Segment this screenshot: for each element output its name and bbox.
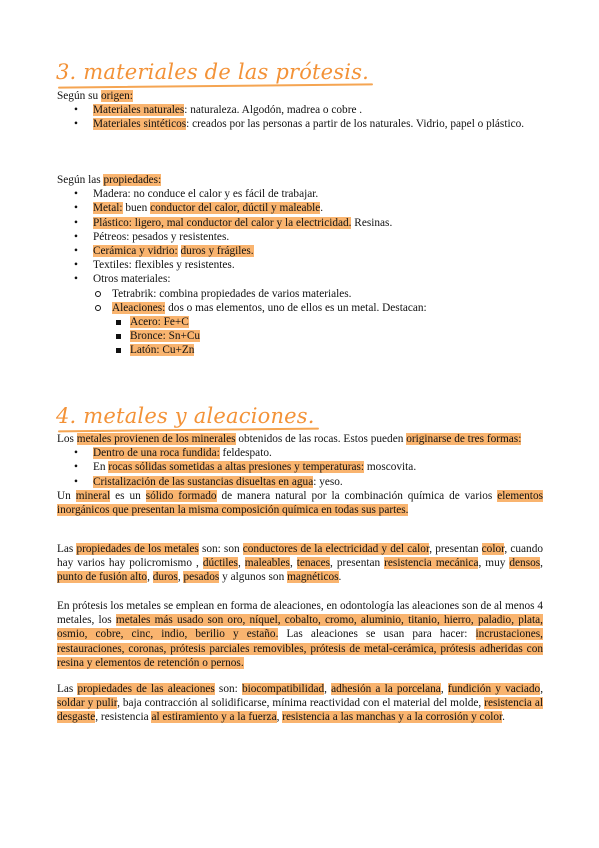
p3-highlight-conductores: conductores de la electricidad y del calor bbox=[242, 543, 430, 555]
ceramica-properties-highlight: duros y frágiles. bbox=[180, 245, 254, 258]
propiedades-list bbox=[57, 187, 543, 286]
rocas-solidas-pre: En bbox=[93, 461, 109, 474]
metal-end: . bbox=[320, 202, 324, 215]
p3-highlight-duros: duros bbox=[152, 571, 178, 584]
textiles-text: Textiles: flexibles y resistentes. bbox=[93, 259, 235, 272]
p2-highlight-solido: sólido formado bbox=[145, 489, 217, 502]
propiedades-intro-text: Según las bbox=[57, 174, 104, 186]
p3-highlight-tenaces: tenaces bbox=[296, 557, 331, 570]
p3-i: , bbox=[237, 557, 245, 570]
p5-highlight-soldar: soldar y pulir bbox=[57, 697, 118, 710]
p2-highlight-mineral: mineral bbox=[75, 489, 111, 502]
p3-highlight-ductiles: dúctiles bbox=[202, 557, 238, 570]
list-item-acero bbox=[57, 315, 543, 329]
p5-highlight-fundicion: fundición y vaciado bbox=[447, 683, 541, 695]
metal-properties-highlight: conductor del calor, dúctil y maleable bbox=[150, 202, 321, 215]
origen-highlight: origen: bbox=[100, 90, 133, 102]
p3-highlight-maleables: maleables bbox=[244, 557, 290, 570]
propiedades-block bbox=[57, 173, 543, 358]
p5-highlight-biocompatibilidad: biocompatibilidad bbox=[241, 683, 325, 695]
list-item-bronce bbox=[57, 329, 543, 343]
tetrabrik-text: Tetrabrik: combina propiedades de varios materiales. bbox=[112, 287, 352, 300]
p2-highlight-elementos: elementos inorgánicos que presentan la misma composición química en todas sus partes. bbox=[57, 489, 543, 517]
metal-highlight: Metal: bbox=[93, 202, 123, 215]
p3-a: Las bbox=[57, 543, 77, 555]
p3-highlight-pesados: pesados bbox=[183, 571, 220, 584]
p3-q: , bbox=[540, 557, 543, 570]
p3-g: , cuando hay varios hay policromismo , bbox=[57, 543, 544, 570]
p3-u: , bbox=[177, 571, 184, 584]
aleaciones-sublist bbox=[57, 315, 543, 358]
list-item-tetrabrik bbox=[57, 287, 543, 301]
propiedades-aleaciones-paragraph bbox=[57, 682, 543, 725]
p4-a: En prótesis los metales se emplean en forma de aleaciones, en odontología las aleaciones son de al menos 4 metales, los bbox=[57, 600, 543, 627]
laton-formula: Cu+Zn bbox=[159, 344, 195, 357]
otros-text: Otros materiales: bbox=[93, 273, 171, 286]
p5-g: , bbox=[440, 683, 448, 695]
propiedades-intro bbox=[57, 173, 543, 187]
p3-s: , bbox=[147, 571, 153, 584]
p5-highlight-manchas: resistencia a las manchas y a la corrosión y color bbox=[282, 711, 503, 724]
section-3-underline bbox=[58, 83, 373, 88]
p3-m: , presentan bbox=[330, 557, 385, 570]
ceramica-highlight: Cerámica y vidrio: bbox=[93, 245, 178, 258]
p3-e: , presentan bbox=[429, 543, 482, 555]
propiedades-metales-paragraph bbox=[57, 542, 543, 585]
p5-highlight-estiramiento: al estiramiento y a la fuerza bbox=[151, 711, 277, 724]
rocas-solidas-highlight: rocas sólidas sometidas a altas presiones y temperaturas: bbox=[108, 461, 365, 474]
sinteticos-highlight: Materiales sintéticos bbox=[93, 118, 187, 131]
p4-highlight-metales: metales más usado son oro, níquel, cobalto, cromo, aluminio, titanio, hierro, paladio, plata, osmio, cobre, cinc, indio, berilio y estaño. bbox=[57, 614, 543, 641]
origen-block bbox=[57, 89, 543, 132]
p4-c: Las aleaciones se usan para hacer: bbox=[278, 628, 476, 641]
propiedades-highlight: propiedades: bbox=[103, 174, 162, 186]
list-item-madera bbox=[57, 187, 543, 201]
p3-highlight-magneticos: magnéticos bbox=[287, 571, 339, 584]
p5-o: , bbox=[276, 711, 283, 724]
p5-highlight-adhesion: adhesión a la porcelana bbox=[331, 683, 441, 695]
aleaciones-protesis-paragraph bbox=[57, 599, 543, 670]
rocas-solidas-text: moscovita. bbox=[364, 461, 417, 474]
p3-highlight-color: color bbox=[481, 543, 505, 555]
p5-highlight-desgaste: resistencia al desgaste bbox=[57, 697, 543, 724]
section-3-heading bbox=[56, 60, 369, 84]
cristalizacion-text: : yeso. bbox=[313, 475, 343, 488]
mineral-definition-paragraph bbox=[57, 489, 543, 517]
cristalizacion-highlight: Cristalización de las sustancias disueltas en agua bbox=[93, 475, 314, 488]
list-item-metal bbox=[57, 201, 543, 215]
p3-y: . bbox=[338, 571, 342, 584]
p3-highlight-propiedades: propiedades de los metales bbox=[76, 543, 199, 555]
origen-list bbox=[57, 103, 543, 131]
plastico-highlight: Plástico: ligero, mal conductor del calor y la electricidad. bbox=[93, 216, 352, 229]
p5-e: , bbox=[324, 683, 332, 695]
list-item-plastico bbox=[57, 216, 543, 230]
p3-k: , bbox=[289, 557, 297, 570]
p3-w: y algunos son bbox=[219, 571, 288, 584]
acero-highlight: Acero: bbox=[130, 316, 161, 329]
section-4-title: 4. metales y aleaciones. bbox=[56, 404, 315, 428]
p5-a: Las bbox=[57, 683, 78, 695]
p3-o: , muy bbox=[478, 557, 510, 570]
p2-e: de manera natural por la combinación química de varios bbox=[216, 489, 498, 502]
otros-sublist bbox=[57, 287, 543, 315]
list-item-textiles bbox=[57, 258, 543, 272]
list-item-otros bbox=[57, 272, 543, 286]
list-item-ceramica bbox=[57, 244, 543, 258]
roca-fundida-highlight: Dentro de una roca fundida: bbox=[93, 447, 220, 460]
p1-c: obtenidos de las rocas. Estos pueden bbox=[235, 433, 407, 445]
p5-c: son: bbox=[214, 683, 242, 695]
list-item-petreos bbox=[57, 230, 543, 244]
list-item-rocas-solidas bbox=[57, 460, 543, 474]
naturales-highlight: Materiales naturales bbox=[93, 104, 185, 117]
roca-fundida-text: feldespato. bbox=[219, 447, 272, 460]
list-item-cristalizacion bbox=[57, 475, 543, 489]
list-item-naturales bbox=[57, 103, 543, 117]
propiedades-aleaciones-block bbox=[57, 682, 543, 725]
list-item-aleaciones bbox=[57, 301, 543, 315]
p4-highlight-usos: incrustaciones, restauraciones, coronas, prótesis parciales removibles, prótesis de metal-cerámica, prótesis adheridas con resina y elementos de retención o pernos. bbox=[57, 628, 543, 669]
petreos-text: Pétreos: pesados y resistentes. bbox=[93, 230, 230, 243]
p3-c: son: son bbox=[198, 543, 243, 555]
propiedades-metales-block bbox=[57, 542, 543, 585]
aleaciones-highlight: Aleaciones: bbox=[112, 301, 166, 314]
section-4-heading bbox=[56, 404, 315, 428]
p5-m: , resistencia bbox=[95, 711, 152, 724]
aleaciones-protesis-block bbox=[57, 599, 543, 670]
sinteticos-text: : creados por las personas a partir de los naturales. Vidrio, papel o plástico. bbox=[186, 118, 525, 131]
list-item-sinteticos bbox=[57, 117, 543, 131]
p3-highlight-fusion: punto de fusión alto bbox=[57, 571, 148, 584]
metal-text: buen bbox=[122, 202, 151, 215]
metales-origen-paragraph bbox=[57, 432, 543, 446]
aleaciones-text: dos o mas elementos, uno de ellos es un metal. Destacan: bbox=[165, 301, 427, 314]
formas-list bbox=[57, 446, 543, 489]
p5-i: , bbox=[540, 683, 544, 695]
section-3-title: 3. materiales de las prótesis. bbox=[56, 60, 370, 84]
acero-formula: Fe+C bbox=[160, 316, 189, 329]
p1-a: Los bbox=[57, 433, 77, 445]
origen-intro-text: Según su bbox=[57, 90, 101, 102]
p2-c: es un bbox=[110, 489, 146, 502]
p2-a: Un bbox=[57, 489, 76, 502]
naturales-text: : naturaleza. Algodón, madrea o cobre . bbox=[184, 104, 363, 117]
p5-q: . bbox=[502, 711, 505, 724]
laton-highlight: Latón: bbox=[130, 344, 160, 357]
p1-highlight-formas: originarse de tres formas: bbox=[406, 433, 522, 445]
list-item-roca-fundida bbox=[57, 446, 543, 460]
p3-highlight-resistencia: resistencia mecánica bbox=[384, 557, 479, 570]
list-item-laton bbox=[57, 343, 543, 357]
madera-text: Madera: no conduce el calor y es fácil de trabajar. bbox=[93, 188, 319, 201]
p3-highlight-densos: densos bbox=[509, 557, 541, 570]
p1-highlight-minerales: metales provienen de los minerales bbox=[76, 433, 236, 445]
plastico-text: Resinas. bbox=[351, 216, 393, 229]
metales-origen-block bbox=[57, 432, 543, 517]
bronce-highlight: Bronce bbox=[130, 330, 163, 343]
bronce-formula: : Sn+Cu bbox=[162, 330, 201, 343]
origen-intro bbox=[57, 89, 543, 103]
p5-highlight-propiedades: propiedades de las aleaciones bbox=[77, 683, 215, 695]
p5-k: , baja contracción al solidificarse, mínima reactividad con el material del molde, bbox=[117, 697, 485, 710]
